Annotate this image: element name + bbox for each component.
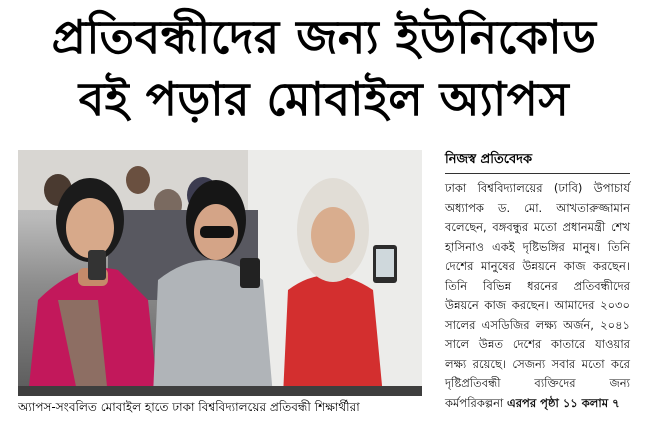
headline: [0, 6, 648, 130]
article-text: ঢাকা বিশ্ববিদ্যালয়ের (ঢাবি) উপাচার্য অধ্যাপক ড. মো. আখতারুজ্জামান বলেছেন, বঙ্গবন্ধুর মতো প্রধানমন্ত্রী শেখ হাসিনাও একই দৃষ্টিভঙ্গির মানুষ। তিনি দেশের মানুষের উন্নয়নে কাজ করছেন। তিনি বিভিন্ন ধরনের প্রতিবন্ধীদের উন্নয়নে কাজ করছেন। আমাদের ২০৩০ সালের এসডিজির লক্ষ্য অর্জন, ২০৪১ সালে উন্নত দেশের কাতারে যাওয়ার লক্ষ্য রয়েছে। সেজন্য সবার মতো করে দৃষ্টিপ্রতিবন্ধী ব্যক্তিদের জন্য কর্মপরিকল্পনা: [445, 181, 630, 410]
byline-divider: [445, 173, 630, 174]
article-body: [445, 179, 630, 413]
byline: নিজস্ব প্রতিবেদক: [445, 152, 533, 167]
headline-line-1: প্রতিবন্ধীদের জন্য ইউনিকোড: [51, 10, 597, 64]
photo-caption: অ্যাপস-সংবলিত মোবাইল হাতে ঢাকা বিশ্ববিদ্যালয়ের প্রতিবন্ধী শিক্ষার্থীরা: [18, 400, 360, 414]
photo-illustration: [18, 150, 422, 396]
news-photo: [18, 150, 422, 396]
continuation-note: এরপর পৃষ্ঠা ১১ কলাম ৭: [506, 395, 620, 410]
headline-line-2: বই পড়ার মোবাইল অ্যাপস: [78, 72, 570, 126]
